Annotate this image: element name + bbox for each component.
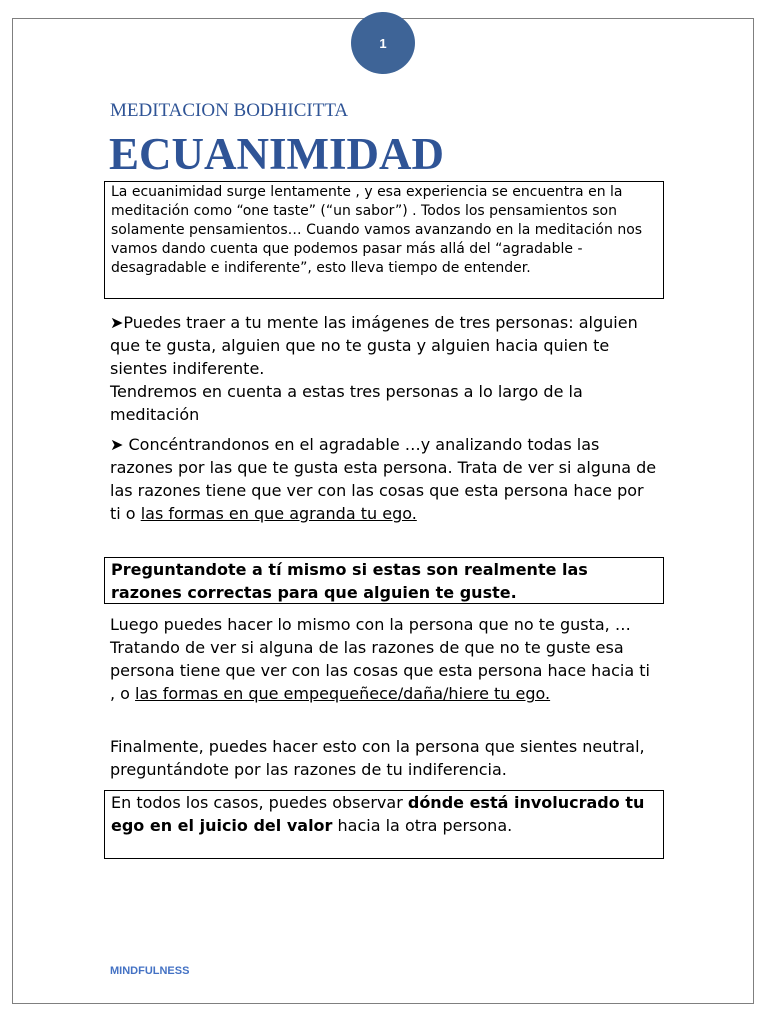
document-subtitle: MEDITACION BODHICITTA	[110, 100, 349, 121]
document-title: ECUANIMIDAD	[109, 129, 444, 179]
paragraph-three-persons-note: Tendremos en cuenta a estas tres personas a lo largo de la meditación	[110, 382, 583, 424]
question-box-text: Preguntandote a tí mismo si estas son realmente las razones correctas para que alguien te guste.	[111, 560, 588, 602]
question-box	[104, 557, 664, 604]
paragraph-three-persons	[110, 311, 658, 426]
paragraph-three-persons-text: ➤Puedes traer a tu mente las imágenes de tres personas: alguien que te gusta, alguien que no te gusta y alguien hacia quien te sientes indiferente.	[110, 313, 638, 378]
paragraph-disagreeable-underlined: las formas en que empequeñece/daña/hiere tu ego.	[135, 684, 551, 703]
paragraph-agreeable-text: ➤ Concéntrandonos en el agradable …y analizando todas las razones por las que te gusta esta persona. Trata de ver si alguna de las razones tiene que ver con las cosas que esta persona hace por ti o	[110, 435, 657, 523]
paragraph-neutral	[110, 735, 658, 781]
page-number-badge	[351, 12, 415, 74]
conclusion-text-bold: dónde está involucrado tu ego en el juicio del valor	[111, 793, 645, 835]
conclusion-text-post: hacia la otra persona.	[332, 816, 513, 835]
conclusion-box	[104, 790, 664, 859]
conclusion-text-pre: En todos los casos, puedes observar	[111, 793, 408, 812]
paragraph-agreeable	[110, 433, 658, 525]
paragraph-agreeable-underlined: las formas en que agranda tu ego.	[140, 504, 417, 523]
intro-box	[104, 181, 664, 299]
paragraph-disagreeable-text: Luego puedes hacer lo mismo con la persona que no te gusta, …Tratando de ver si alguna de las razones de que no te guste esa persona tiene que ver con las cosas que esta persona hace hacia ti , o	[110, 615, 650, 703]
paragraph-neutral-text: Finalmente, puedes hacer esto con la persona que sientes neutral, preguntándote por las razones de tu indiferencia.	[110, 737, 645, 779]
footer-label: MINDFULNESS	[110, 965, 190, 977]
page-number: 1	[379, 35, 387, 51]
intro-text: La ecuanimidad surge lentamente , y esa experiencia se encuentra en la meditación como “one taste” (“un sabor”) . Todos los pensamientos son solamente pensamientos… Cuando vamos avanzando en la meditación nos vamos dando cuenta que podemos pasar más allá del “agradable - desagradable e indiferente”, esto lleva tiempo de entender.	[111, 184, 643, 276]
paragraph-disagreeable	[110, 613, 658, 705]
